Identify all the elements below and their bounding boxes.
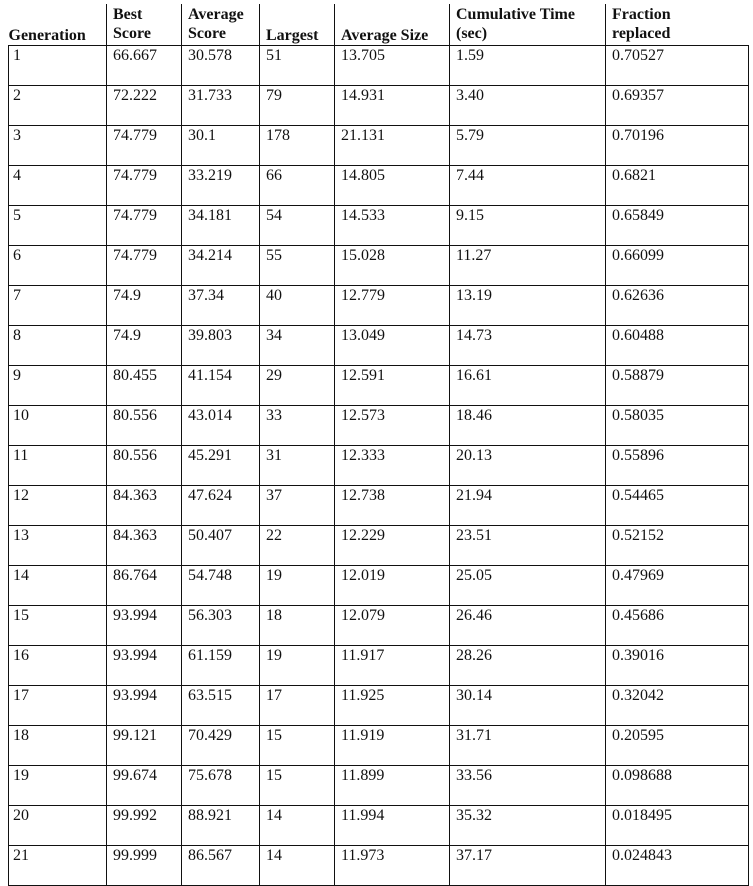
- cell-fraction-replaced: 0.52152: [606, 526, 749, 566]
- cell-largest: 22: [260, 526, 335, 566]
- table-row: [9, 686, 749, 726]
- cell-largest: 178: [260, 126, 335, 166]
- cell-largest: 40: [260, 286, 335, 326]
- cell-average-score: 56.303: [182, 606, 260, 646]
- cell-average-score: 75.678: [182, 766, 260, 806]
- cell-average-size: 11.899: [335, 766, 450, 806]
- cell-generation: 21: [9, 846, 107, 886]
- cell-average-size: 21.131: [335, 126, 450, 166]
- table-row: [9, 166, 749, 206]
- cell-largest: 29: [260, 366, 335, 406]
- cell-best-score: 80.455: [107, 366, 182, 406]
- cell-cumulative-time: 14.73: [450, 326, 606, 366]
- table-row: [9, 766, 749, 806]
- cell-best-score: 74.779: [107, 126, 182, 166]
- cell-fraction-replaced: 0.60488: [606, 326, 749, 366]
- cell-average-size: 11.925: [335, 686, 450, 726]
- cell-average-score: 70.429: [182, 726, 260, 766]
- cell-fraction-replaced: 0.6821: [606, 166, 749, 206]
- cell-cumulative-time: 7.44: [450, 166, 606, 206]
- cell-average-size: 14.931: [335, 86, 450, 126]
- cell-largest: 17: [260, 686, 335, 726]
- cell-generation: 2: [9, 86, 107, 126]
- cell-fraction-replaced: 0.39016: [606, 646, 749, 686]
- table-row: [9, 46, 749, 86]
- cell-fraction-replaced: 0.70527: [606, 46, 749, 86]
- cell-generation: 7: [9, 286, 107, 326]
- cell-average-score: 37.34: [182, 286, 260, 326]
- cell-average-size: 11.919: [335, 726, 450, 766]
- cell-average-size: 12.019: [335, 566, 450, 606]
- cell-best-score: 72.222: [107, 86, 182, 126]
- cell-cumulative-time: 26.46: [450, 606, 606, 646]
- header-average-score: Average Score: [182, 4, 260, 46]
- cell-average-size: 14.533: [335, 206, 450, 246]
- cell-best-score: 80.556: [107, 406, 182, 446]
- cell-average-size: 12.573: [335, 406, 450, 446]
- cell-cumulative-time: 33.56: [450, 766, 606, 806]
- cell-average-size: 12.738: [335, 486, 450, 526]
- cell-generation: 10: [9, 406, 107, 446]
- table-row: [9, 606, 749, 646]
- table-row: [9, 446, 749, 486]
- cell-generation: 15: [9, 606, 107, 646]
- cell-cumulative-time: 13.19: [450, 286, 606, 326]
- cell-average-size: 12.591: [335, 366, 450, 406]
- cell-best-score: 99.121: [107, 726, 182, 766]
- cell-average-score: 45.291: [182, 446, 260, 486]
- table-row: [9, 126, 749, 166]
- cell-fraction-replaced: 0.32042: [606, 686, 749, 726]
- cell-fraction-replaced: 0.018495: [606, 806, 749, 846]
- cell-best-score: 84.363: [107, 526, 182, 566]
- cell-generation: 12: [9, 486, 107, 526]
- header-row: [9, 4, 749, 46]
- cell-cumulative-time: 11.27: [450, 246, 606, 286]
- cell-generation: 9: [9, 366, 107, 406]
- cell-average-score: 86.567: [182, 846, 260, 886]
- cell-average-size: 11.973: [335, 846, 450, 886]
- cell-fraction-replaced: 0.65849: [606, 206, 749, 246]
- cell-cumulative-time: 1.59: [450, 46, 606, 86]
- cell-cumulative-time: 5.79: [450, 126, 606, 166]
- cell-largest: 19: [260, 566, 335, 606]
- table-row: [9, 726, 749, 766]
- cell-average-score: 88.921: [182, 806, 260, 846]
- cell-largest: 34: [260, 326, 335, 366]
- cell-largest: 54: [260, 206, 335, 246]
- cell-best-score: 93.994: [107, 686, 182, 726]
- cell-cumulative-time: 9.15: [450, 206, 606, 246]
- header-fraction-replaced: Fraction replaced: [606, 4, 749, 46]
- cell-average-size: 12.333: [335, 446, 450, 486]
- cell-fraction-replaced: 0.45686: [606, 606, 749, 646]
- cell-best-score: 74.9: [107, 326, 182, 366]
- table-row: [9, 526, 749, 566]
- cell-average-score: 63.515: [182, 686, 260, 726]
- cell-fraction-replaced: 0.69357: [606, 86, 749, 126]
- header-average-size: Average Size: [335, 4, 450, 46]
- table-row: [9, 366, 749, 406]
- cell-generation: 6: [9, 246, 107, 286]
- generation-results-table: [8, 4, 749, 886]
- cell-best-score: 66.667: [107, 46, 182, 86]
- cell-generation: 8: [9, 326, 107, 366]
- cell-average-score: 54.748: [182, 566, 260, 606]
- cell-generation: 13: [9, 526, 107, 566]
- cell-generation: 20: [9, 806, 107, 846]
- cell-largest: 66: [260, 166, 335, 206]
- table-row: [9, 406, 749, 446]
- cell-best-score: 99.992: [107, 806, 182, 846]
- cell-average-score: 41.154: [182, 366, 260, 406]
- table-row: [9, 566, 749, 606]
- cell-best-score: 74.779: [107, 246, 182, 286]
- cell-largest: 18: [260, 606, 335, 646]
- cell-average-size: 14.805: [335, 166, 450, 206]
- cell-average-score: 30.1: [182, 126, 260, 166]
- cell-generation: 4: [9, 166, 107, 206]
- cell-cumulative-time: 28.26: [450, 646, 606, 686]
- header-generation: Generation: [9, 4, 107, 46]
- table-row: [9, 246, 749, 286]
- cell-average-size: 11.917: [335, 646, 450, 686]
- cell-largest: 51: [260, 46, 335, 86]
- cell-cumulative-time: 35.32: [450, 806, 606, 846]
- cell-fraction-replaced: 0.58035: [606, 406, 749, 446]
- cell-generation: 19: [9, 766, 107, 806]
- cell-average-score: 30.578: [182, 46, 260, 86]
- cell-cumulative-time: 20.13: [450, 446, 606, 486]
- cell-best-score: 93.994: [107, 606, 182, 646]
- cell-cumulative-time: 3.40: [450, 86, 606, 126]
- cell-generation: 16: [9, 646, 107, 686]
- cell-average-score: 34.214: [182, 246, 260, 286]
- cell-average-score: 31.733: [182, 86, 260, 126]
- header-best-score: Best Score: [107, 4, 182, 46]
- cell-best-score: 74.779: [107, 166, 182, 206]
- cell-average-score: 43.014: [182, 406, 260, 446]
- cell-fraction-replaced: 0.62636: [606, 286, 749, 326]
- cell-largest: 31: [260, 446, 335, 486]
- cell-generation: 1: [9, 46, 107, 86]
- cell-generation: 5: [9, 206, 107, 246]
- cell-best-score: 99.674: [107, 766, 182, 806]
- cell-average-size: 12.079: [335, 606, 450, 646]
- table-row: [9, 846, 749, 886]
- cell-largest: 15: [260, 726, 335, 766]
- cell-cumulative-time: 23.51: [450, 526, 606, 566]
- cell-largest: 79: [260, 86, 335, 126]
- cell-generation: 18: [9, 726, 107, 766]
- table-body: [9, 46, 749, 886]
- header-largest: Largest: [260, 4, 335, 46]
- cell-average-score: 39.803: [182, 326, 260, 366]
- table-row: [9, 286, 749, 326]
- cell-average-size: 12.229: [335, 526, 450, 566]
- cell-average-size: 13.049: [335, 326, 450, 366]
- cell-generation: 11: [9, 446, 107, 486]
- cell-fraction-replaced: 0.54465: [606, 486, 749, 526]
- cell-average-size: 12.779: [335, 286, 450, 326]
- cell-cumulative-time: 18.46: [450, 406, 606, 446]
- cell-average-score: 61.159: [182, 646, 260, 686]
- cell-fraction-replaced: 0.098688: [606, 766, 749, 806]
- cell-largest: 14: [260, 806, 335, 846]
- cell-largest: 19: [260, 646, 335, 686]
- cell-average-score: 50.407: [182, 526, 260, 566]
- header-cumulative-time: Cumulative Time (sec): [450, 4, 606, 46]
- cell-average-size: 15.028: [335, 246, 450, 286]
- cell-generation: 14: [9, 566, 107, 606]
- cell-cumulative-time: 16.61: [450, 366, 606, 406]
- cell-fraction-replaced: 0.20595: [606, 726, 749, 766]
- cell-cumulative-time: 37.17: [450, 846, 606, 886]
- cell-largest: 14: [260, 846, 335, 886]
- cell-largest: 37: [260, 486, 335, 526]
- cell-best-score: 74.779: [107, 206, 182, 246]
- cell-fraction-replaced: 0.55896: [606, 446, 749, 486]
- table-row: [9, 86, 749, 126]
- cell-best-score: 74.9: [107, 286, 182, 326]
- cell-fraction-replaced: 0.024843: [606, 846, 749, 886]
- cell-cumulative-time: 25.05: [450, 566, 606, 606]
- cell-cumulative-time: 30.14: [450, 686, 606, 726]
- cell-fraction-replaced: 0.66099: [606, 246, 749, 286]
- cell-best-score: 99.999: [107, 846, 182, 886]
- cell-largest: 15: [260, 766, 335, 806]
- cell-fraction-replaced: 0.70196: [606, 126, 749, 166]
- cell-average-size: 13.705: [335, 46, 450, 86]
- table-row: [9, 646, 749, 686]
- table-row: [9, 206, 749, 246]
- cell-best-score: 80.556: [107, 446, 182, 486]
- cell-average-score: 33.219: [182, 166, 260, 206]
- cell-largest: 55: [260, 246, 335, 286]
- cell-average-size: 11.994: [335, 806, 450, 846]
- table-row: [9, 326, 749, 366]
- table-header: [9, 4, 749, 46]
- cell-generation: 3: [9, 126, 107, 166]
- cell-largest: 33: [260, 406, 335, 446]
- cell-fraction-replaced: 0.47969: [606, 566, 749, 606]
- cell-generation: 17: [9, 686, 107, 726]
- table-row: [9, 806, 749, 846]
- cell-cumulative-time: 21.94: [450, 486, 606, 526]
- cell-fraction-replaced: 0.58879: [606, 366, 749, 406]
- cell-average-score: 34.181: [182, 206, 260, 246]
- cell-best-score: 93.994: [107, 646, 182, 686]
- cell-cumulative-time: 31.71: [450, 726, 606, 766]
- cell-average-score: 47.624: [182, 486, 260, 526]
- table-row: [9, 486, 749, 526]
- cell-best-score: 86.764: [107, 566, 182, 606]
- cell-best-score: 84.363: [107, 486, 182, 526]
